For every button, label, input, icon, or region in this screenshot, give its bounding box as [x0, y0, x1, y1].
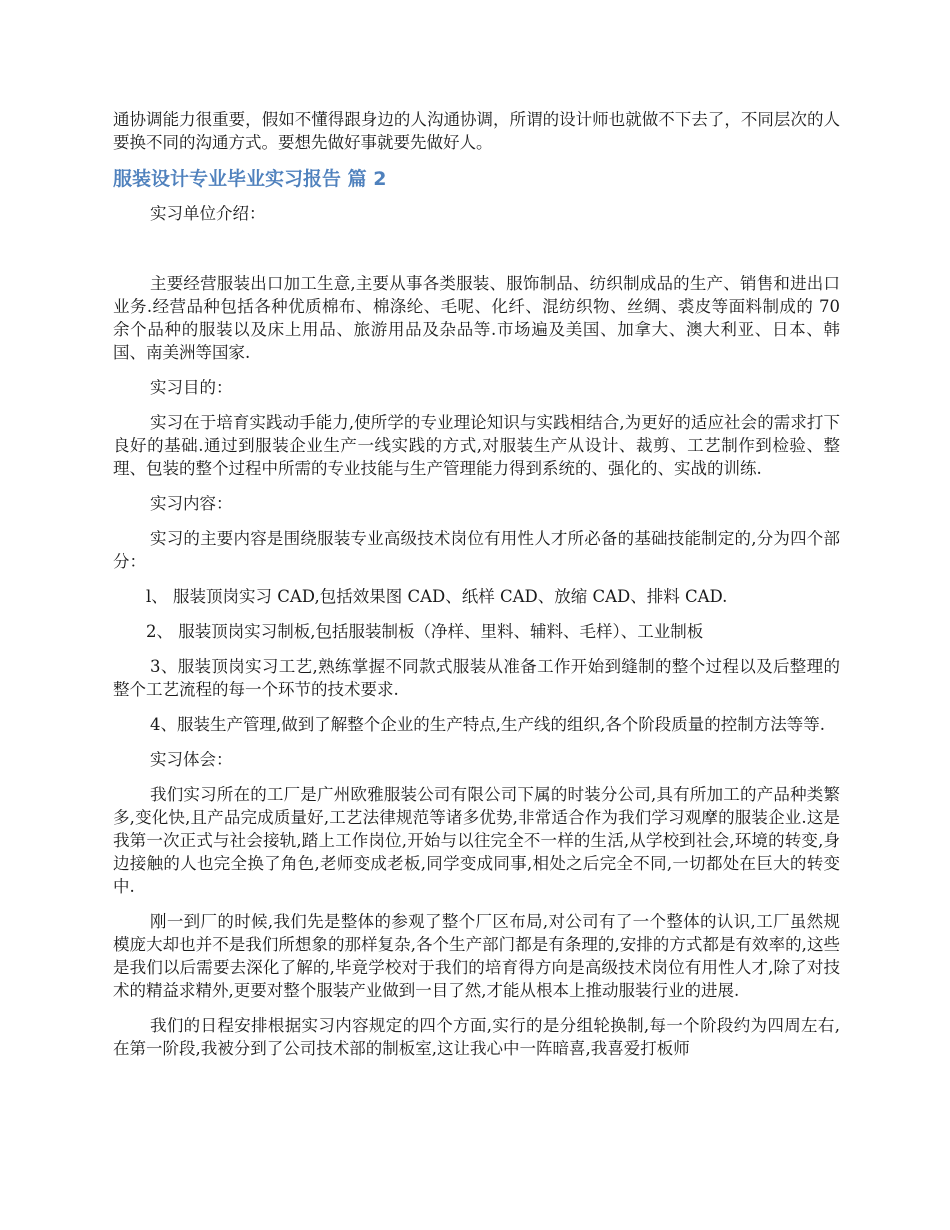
document-page — [113, 108, 840, 1072]
section-label-content: 实习内容： — [150, 494, 233, 513]
paragraph-content: 实习的主要内容是围绕服装专业高级技术岗位有用性人才所必备的基础技能制定的,分为四个部分： — [113, 529, 840, 571]
section-heading: 服装设计专业毕业实习报告 篇 2 — [113, 168, 387, 190]
paragraph-experience-2: 刚一到厂的时候,我们先是整体的参观了整个厂区布局,对公司有了一个整体的认识,工厂虽然规模庞大却也并不是我们所想象的那样复杂,各个生产部门都是有条理的,安排的方式都是有效率的,这些是我们以后需要去深化了解的,毕竟学校对于我们的培育得方向是高级技术岗位有用性人才,除了对技术的精益求精外,更要对整个服装产业做到一目了然,才能从根本上推动服装行业的进展. — [113, 912, 840, 1000]
list-item-3: 3、服装顶岗实习工艺,熟练掌握不同款式服装从准备工作开始到缝制的整个过程以及后整理的整个工艺流程的每一个环节的技术要求. — [113, 657, 840, 699]
intro-paragraph: 通协调能力很重要，假如不懂得跟身边的人沟通协调，所谓的设计师也就做不下去了，不同层次的人要换不同的沟通方式。要想先做好事就要先做好人。 — [113, 110, 840, 152]
paragraph-unit-intro: 主要经营服装出口加工生意,主要从事各类服装、服饰制品、纺织制成品的生产、销售和进出口业务.经营品种包括各种优质棉布、棉涤纶、毛呢、化纤、混纺织物、丝绸、裘皮等面料制成的 70 余个品种的服装以及床上用品、旅游用品及杂品等.市场遍及美国、加拿大、澳大利亚、日本、韩国、南美洲等国家. — [113, 274, 840, 362]
paragraph-experience-1: 我们实习所在的工厂是广州欧雅服装公司有限公司下属的时装分公司,具有所加工的产品种类繁多,变化快,且产品完成质量好,工艺法律规范等诸多优势,非常适合作为我们学习观摩的服装企业.这是我第一次正式与社会接轨,踏上工作岗位,开始与以往完全不一样的生活,从学校到社会,环境的转变,身边接触的人也完全换了角色,老师变成老板,同学变成同事,相处之后完全不同,一切都处在巨大的转变中. — [113, 785, 840, 896]
list-item-2: 2、 服装顶岗实习制板,包括服装制板（净样、里料、辅料、毛样）、工业制板 — [146, 622, 704, 641]
paragraph-experience-3: 我们的日程安排根据实习内容规定的四个方面,实行的是分组轮换制,每一个阶段约为四周左右,在第一阶段,我被分到了公司技术部的制板室,这让我心中一阵暗喜,我喜爱打板师 — [113, 1016, 840, 1058]
section-label-experience: 实习体会： — [150, 750, 233, 769]
section-label-unit: 实习单位介绍： — [150, 204, 266, 223]
blank-line — [113, 237, 840, 260]
list-item-4: 4、服装生产管理,做到了解整个企业的生产特点,生产线的组织,各个阶段质量的控制方法等等. — [150, 715, 825, 734]
section-label-purpose: 实习目的： — [150, 378, 233, 397]
list-item-1: l、 服装顶岗实习 CAD,包括效果图 CAD、纸样 CAD、放缩 CAD、排料 CAD. — [146, 587, 728, 606]
paragraph-purpose: 实习在于培育实践动手能力,使所学的专业理论知识与实践相结合,为更好的适应社会的需求打下良好的基础.通过到服装企业生产一线实践的方式,对服装生产从设计、裁剪、工艺制作到检验、整理、包装的整个过程中所需的专业技能与生产管理能力得到系统的、强化的、实战的训练. — [113, 413, 840, 478]
